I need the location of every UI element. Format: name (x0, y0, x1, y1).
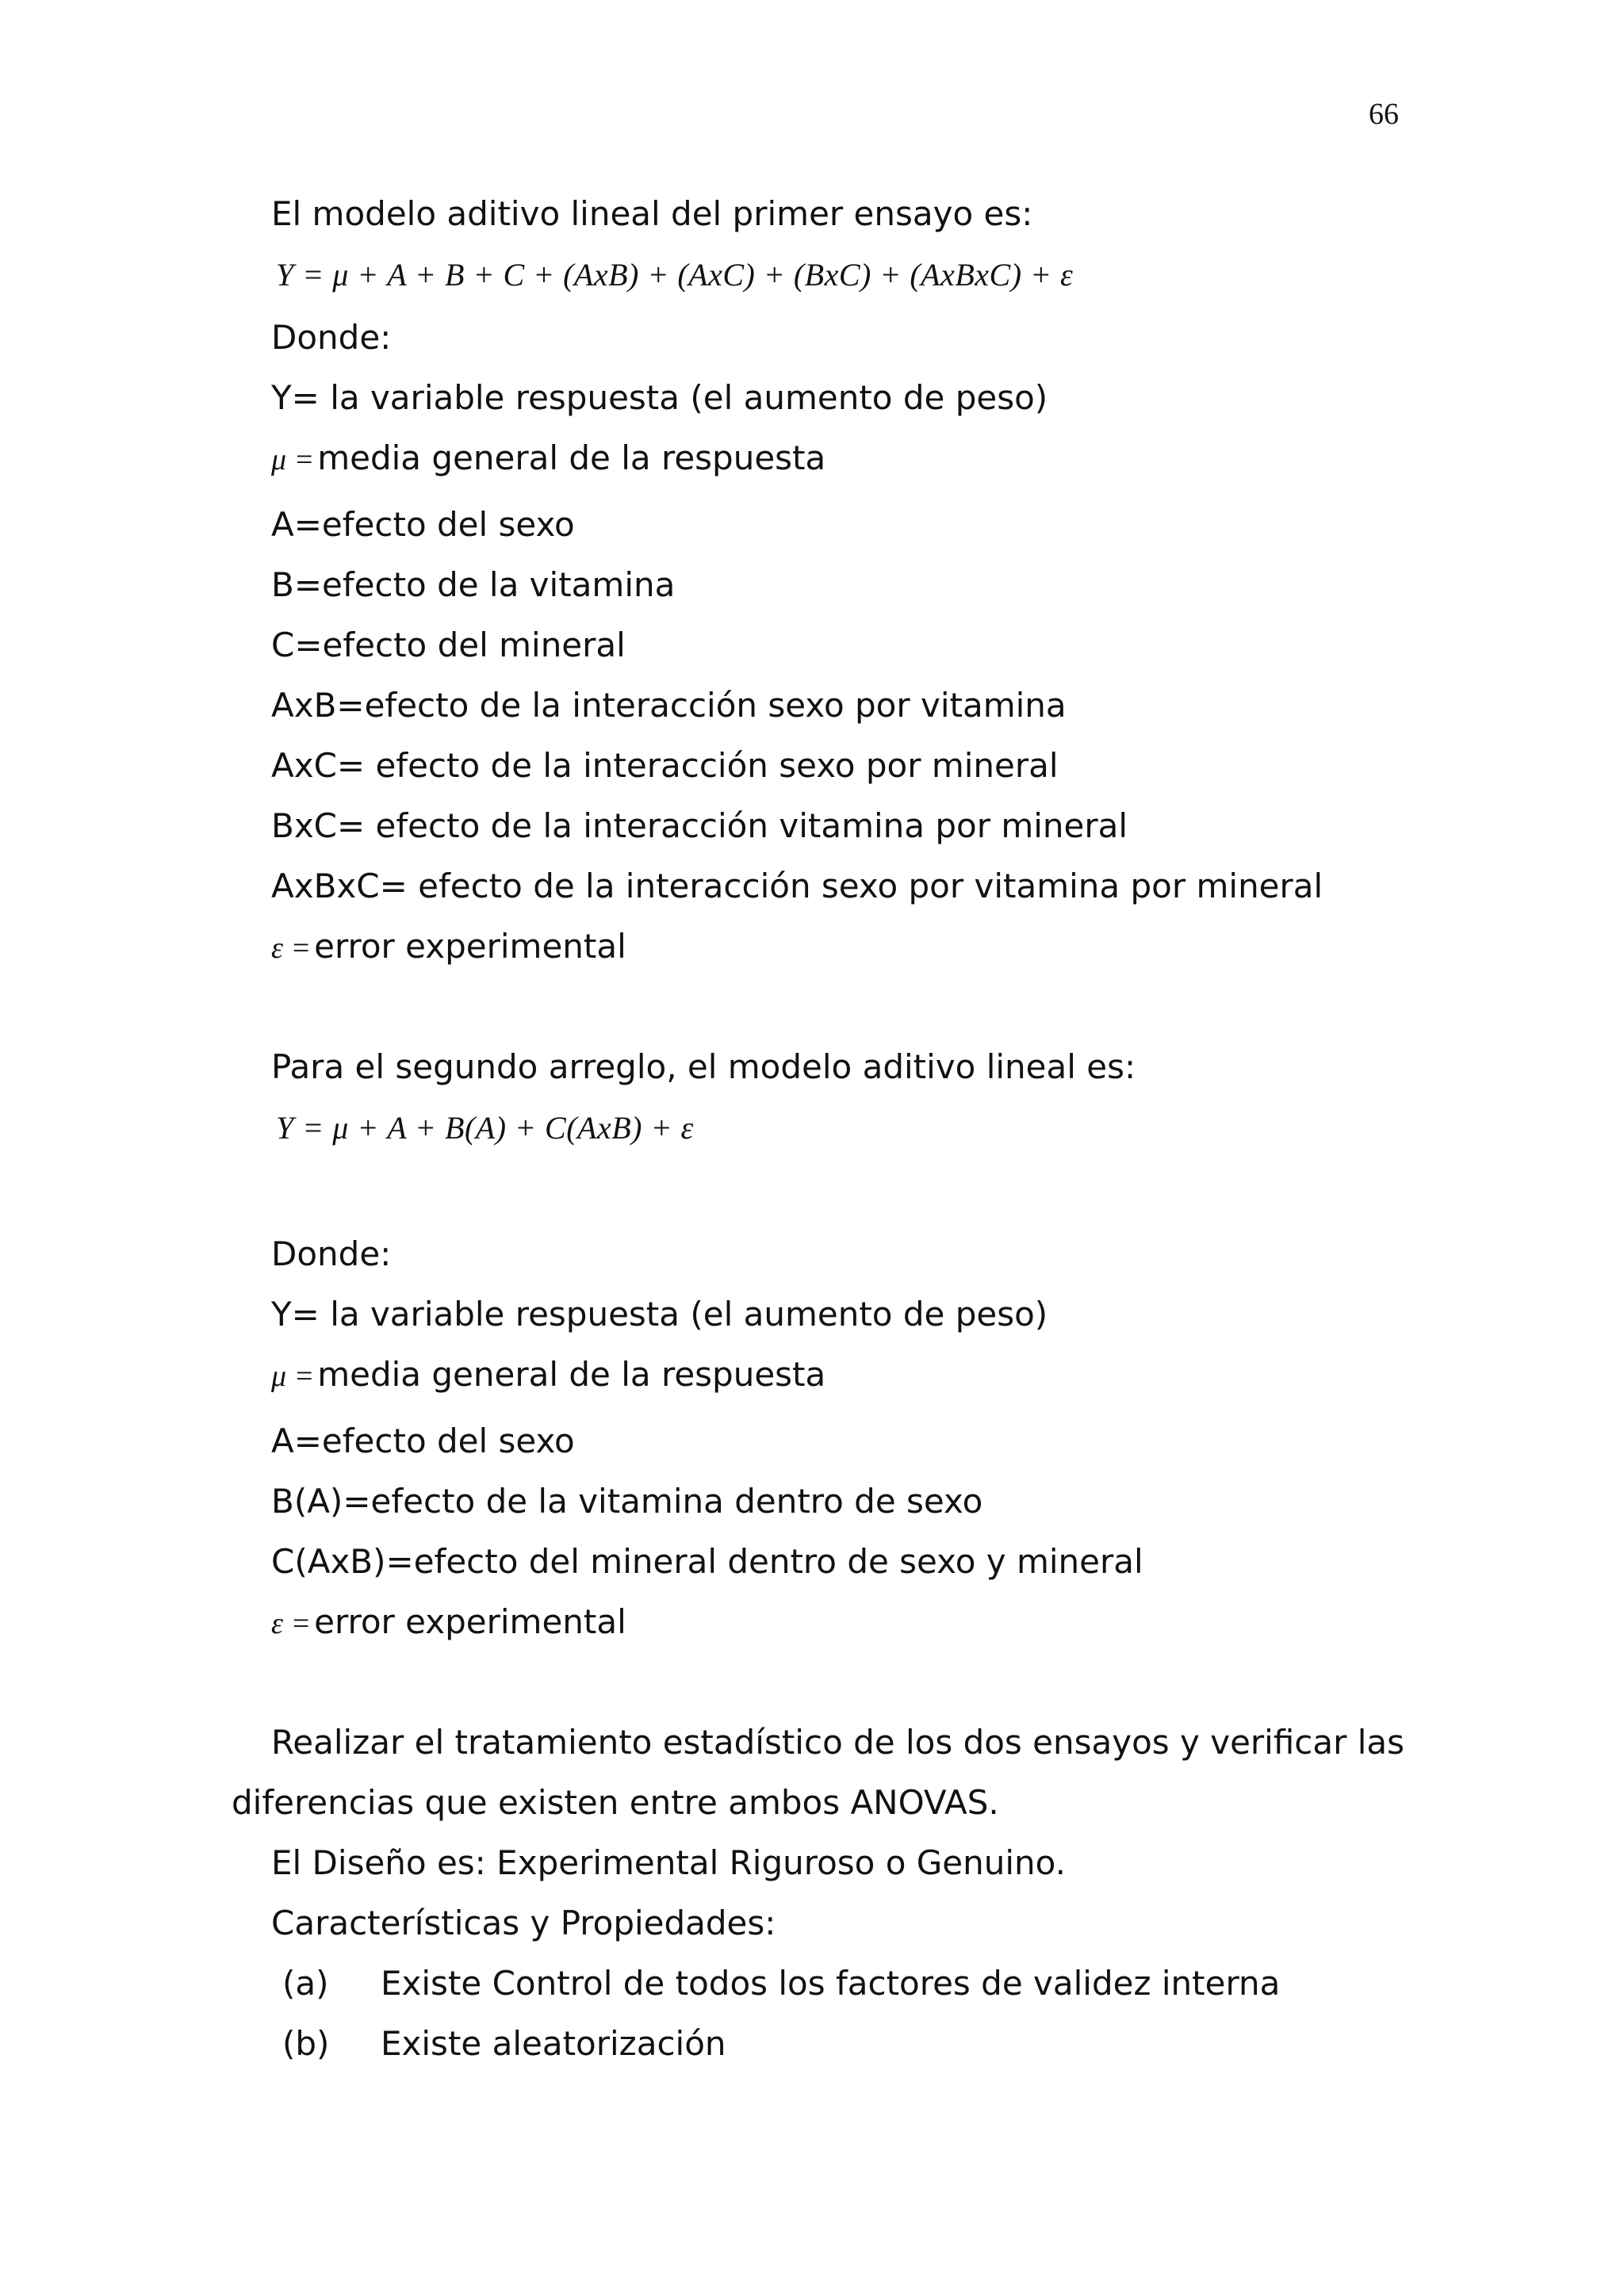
model2-epsilon-definition (271, 1601, 626, 1644)
model1-intro: El modelo aditivo lineal del primer ensayo es: (271, 194, 1033, 233)
paragraph-line-2: diferencias que existen entre ambos ANOVAS. (232, 1783, 999, 1822)
list-item-label: (a) (282, 1964, 329, 2003)
model2-ba-definition: B(A)=efecto de la vitamina dentro de sexo (271, 1482, 983, 1521)
epsilon-definition-text: error experimental (314, 927, 626, 966)
model1-b-definition: B=efecto de la vitamina (271, 565, 676, 604)
model1-c-definition: C=efecto del mineral (271, 626, 626, 664)
epsilon-symbol: ε = (271, 932, 312, 965)
model1-mu-definition (271, 438, 825, 480)
mu-definition-text: media general de la respuesta (317, 438, 826, 477)
model2-caxb-definition: C(AxB)=efecto del mineral dentro de sexo y mineral (271, 1542, 1143, 1581)
page-number: 66 (1369, 98, 1399, 131)
paragraph-line-1: Realizar el tratamiento estadístico de los dos ensayos y verificar las (271, 1723, 1405, 1762)
list-item-label: (b) (282, 2024, 330, 2063)
model1-formula: Y = μ + A + B + C + (AxB) + (AxC) + (BxC) + (AxBxC) + ε (276, 257, 1074, 293)
model2-donde-label: Donde: (271, 1234, 392, 1273)
model1-a-definition: A=efecto del sexo (271, 505, 575, 544)
mu-symbol: μ = (271, 1360, 315, 1393)
features-title: Características y Propiedades: (271, 1904, 776, 1942)
model2-a-definition: A=efecto del sexo (271, 1422, 575, 1460)
model2-intro: Para el segundo arreglo, el modelo aditivo lineal es: (271, 1047, 1136, 1086)
epsilon-definition-text: error experimental (314, 1602, 626, 1641)
model2-mu-definition (271, 1354, 825, 1397)
model2-formula: Y = μ + A + B(A) + C(AxB) + ε (276, 1110, 694, 1146)
model1-axc-definition: AxC= efecto de la interacción sexo por mineral (271, 746, 1059, 785)
list-item-text: Existe aleatorización (381, 2024, 726, 2063)
model2-y-definition: Y= la variable respuesta (el aumento de peso) (271, 1295, 1048, 1334)
epsilon-symbol: ε = (271, 1607, 312, 1640)
model1-y-definition: Y= la variable respuesta (el aumento de peso) (271, 378, 1048, 417)
model1-axb-definition: AxB=efecto de la interacción sexo por vitamina (271, 686, 1067, 725)
mu-definition-text: media general de la respuesta (317, 1355, 826, 1394)
mu-symbol: μ = (271, 443, 315, 476)
model1-axbxc-definition: AxBxC= efecto de la interacción sexo por vitamina por mineral (271, 867, 1323, 905)
model1-bxc-definition: BxC= efecto de la interacción vitamina por mineral (271, 806, 1128, 845)
list-item-text: Existe Control de todos los factores de validez interna (381, 1964, 1281, 2003)
design-statement: El Diseño es: Experimental Riguroso o Genuino. (271, 1843, 1066, 1882)
model1-epsilon-definition (271, 926, 626, 969)
model1-donde-label: Donde: (271, 318, 392, 357)
